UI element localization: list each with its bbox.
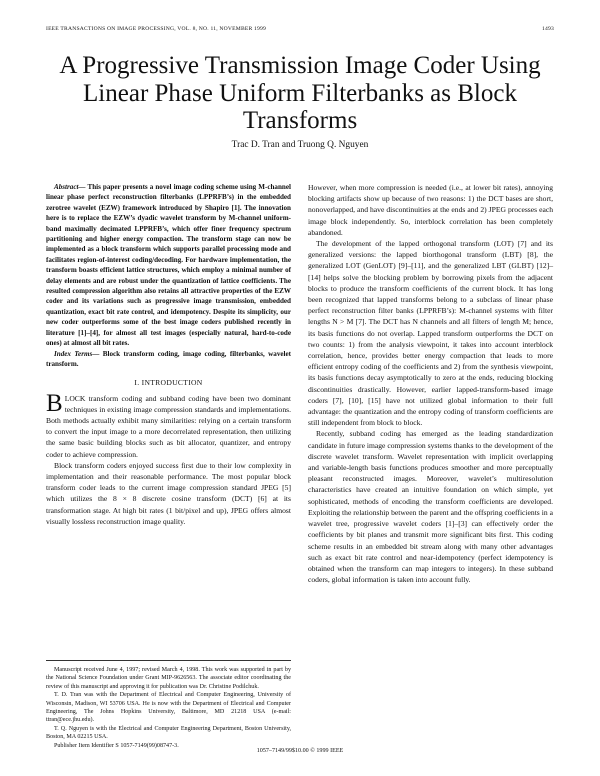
section-heading: I. INTRODUCTION: [134, 378, 203, 388]
journal-header: IEEE TRANSACTIONS ON IMAGE PROCESSING, VOL. 8, NO. 11, NOVEMBER 1999: [46, 26, 267, 32]
copyright-footer: 1057–7149/99$10.00 © 1999 IEEE: [256, 748, 344, 754]
intro-paragraph-1: [46, 389, 291, 460]
right-paragraph-1: However, when more compression is needed (i.e., at lower bit rates), annoying blocking artifacts show up because of two reasons: 1) the DCT bases are short, nonoverlapped, and have discontinuities at the ends and 2) JPEG processes each image block independently. So, interblock correlation has been completely abandoned.: [308, 183, 553, 237]
footnote-author-1: T. D. Tran was with the Department of Electrical and Computer Engineering, University of Wisconsin, Madison, WI 53706 USA. He is now with the Department of Electrical and Computer Engineering, The Johns Hopkins University, Baltimore, MD 21218 USA (e-mail: ttran@ece.jhu.edu).: [46, 692, 291, 724]
abstract: [46, 182, 291, 349]
right-column: [308, 182, 553, 585]
index-terms: [46, 349, 291, 370]
footnote: [46, 660, 291, 750]
footnote-manuscript: Manuscript received June 4, 1997; revised March 4, 1998. This work was supported in part by the National Science Foundation under Grant MIP-9626563. The associate editor coordinating the review of this manuscript and approving it for publication was Dr. Christine Podilchuk.: [46, 667, 291, 690]
abstract-label: Abstract—: [54, 183, 86, 191]
index-terms-label: Index Terms—: [54, 349, 100, 358]
left-column: [46, 182, 291, 527]
right-paragraph-2: The development of the lapped orthogonal transform (LOT) [7] and its generalized versions: the lapped biorthogonal transform (LBT) [8], the generalized LOT (GenLOT) [9]–[11], and the generalized LBT (GLBT) [12]–[14] helps solve the blocking problem by borrowing pixels from the adjacent blocks to produce the transform coefficients of the current block. It has long been recognized that lapped transforms belong to a subclass of linear phase perfect reconstruction filter banks (LPPRFB’s): M-channel systems with filter lengths N > M [7]. The DCT has N channels and all filters of length M; hence, its basis functions do not overlap. Lapped transform outperforms the DCT on two counts: 1) from the analysis viewpoint, it takes into account interblock correlation, hence, provides better energy compaction that leads to more efficient entropy coding of the coefficients and 2) from the synthesis viewpoint, its basis functions decay asymptotically to zero at the ends, reducing blocking discontinuities drastically. However, earlier lapped-transform-based image coders [7], [10], [15] have not utilized global information to their full advantage: the quantization and the entropy coding of transform coefficients are still independent from block to block.: [308, 239, 553, 428]
right-paragraph-3: Recently, subband coding has emerged as the leading standardization candidate in future image compression systems thanks to the development of the discrete wavelet transform. Wavelet representation with implicit overlapping and variable-length basis functions produces smoother and more perceptually pleasant reconstructed images. Moreover, wavelet’s multiresolution characteristics have created an intuitive foundation on which simple, yet sophisticated, methods of encoding the transform coefficients are developed. Exploiting the relationship between the parent and the offspring coefficients in a wavelet tree, progressive wavelet coders [1]–[3] can effectively order the coefficients by bit planes and transmit more significant bits first. This coding scheme results in an embedded bit stream along with many other advantages such as exact bit rate control and near-idempotency (perfect idempotency is obtained when the transform can map integers to integers). In these subband coders, global information is taken into account fully.: [308, 429, 553, 585]
running-header: [46, 26, 554, 38]
footnote-identifier: Publisher Item Identifier S 1057-7149(99)08747-3.: [54, 742, 179, 749]
paper-title: A Progressive Transmission Image Coder Using Linear Phase Uniform Filterbanks as Block Transforms: [59, 52, 541, 134]
abstract-text: This paper presents a novel image coding scheme using M-channel linear phase perfect reconstruction filterbanks (LPPRFB’s) in the embedded zerotree wavelet (EZW) framework introduced by Shapiro [1]. The innovation here is to replace the EZW’s dyadic wavelet transform by M-channel uniform-band maximally decimated LPPRFB’s, which offer finer frequency spectrum partitioning and higher energy compaction. The transform stage can now be implemented as a block transform which supports parallel processing mode and facilitates region-of-interest coding/decoding. For hardware implementation, the transform boasts efficient lattice structures, which employ a minimal number of delay elements and are robust under the quantization of lattice coefficients. The resulted compression algorithm also retains all attractive properties of the EZW coder and its variations such as progressive image transmission, embedded quantization, exact bit rate control, and idempotency. Despite its simplicity, our new coder outperforms some of the best image coders published recently in literature [1]–[4], for almost all test images (especially natural, hard-to-code ones) at almost all bit rates.: [46, 183, 291, 348]
index-terms-text: Block transform coding, image coding, filterbanks, wavelet transform.: [46, 349, 292, 368]
drop-cap: B: [46, 389, 63, 417]
page-number: 1493: [542, 26, 554, 32]
footnote-author-2: T. Q. Nguyen is with the Electrical and Computer Engineering Department, Boston University, Boston, MA 02215 USA.: [46, 725, 291, 741]
intro-paragraph-2: Block transform coders enjoyed success first due to their low complexity in implementation and their reasonable performance. The most popular block transform coder leads to the current image compression standard JPEG [5] which utilizes the 8 × 8 discrete cosine transform (DCT) [6] at its transformation stage. At high bit rates (1 bit/pixel and up), JPEG offers almost visually lossless reconstruction image quality.: [46, 460, 291, 526]
authors: Trac D. Tran and Truong Q. Nguyen: [231, 140, 369, 150]
intro-paragraph-1-text: LOCK transform coding and subband coding have been two dominant techniques in existing image compression standards and implementations. Both methods actually exhibit many similarities: relying on a certain transform to convert the input image to a more decorrelated representation, then utilizing the same basic building blocks such as bit allocator, quantizer, and entropy coder to achieve compression.: [46, 393, 291, 459]
